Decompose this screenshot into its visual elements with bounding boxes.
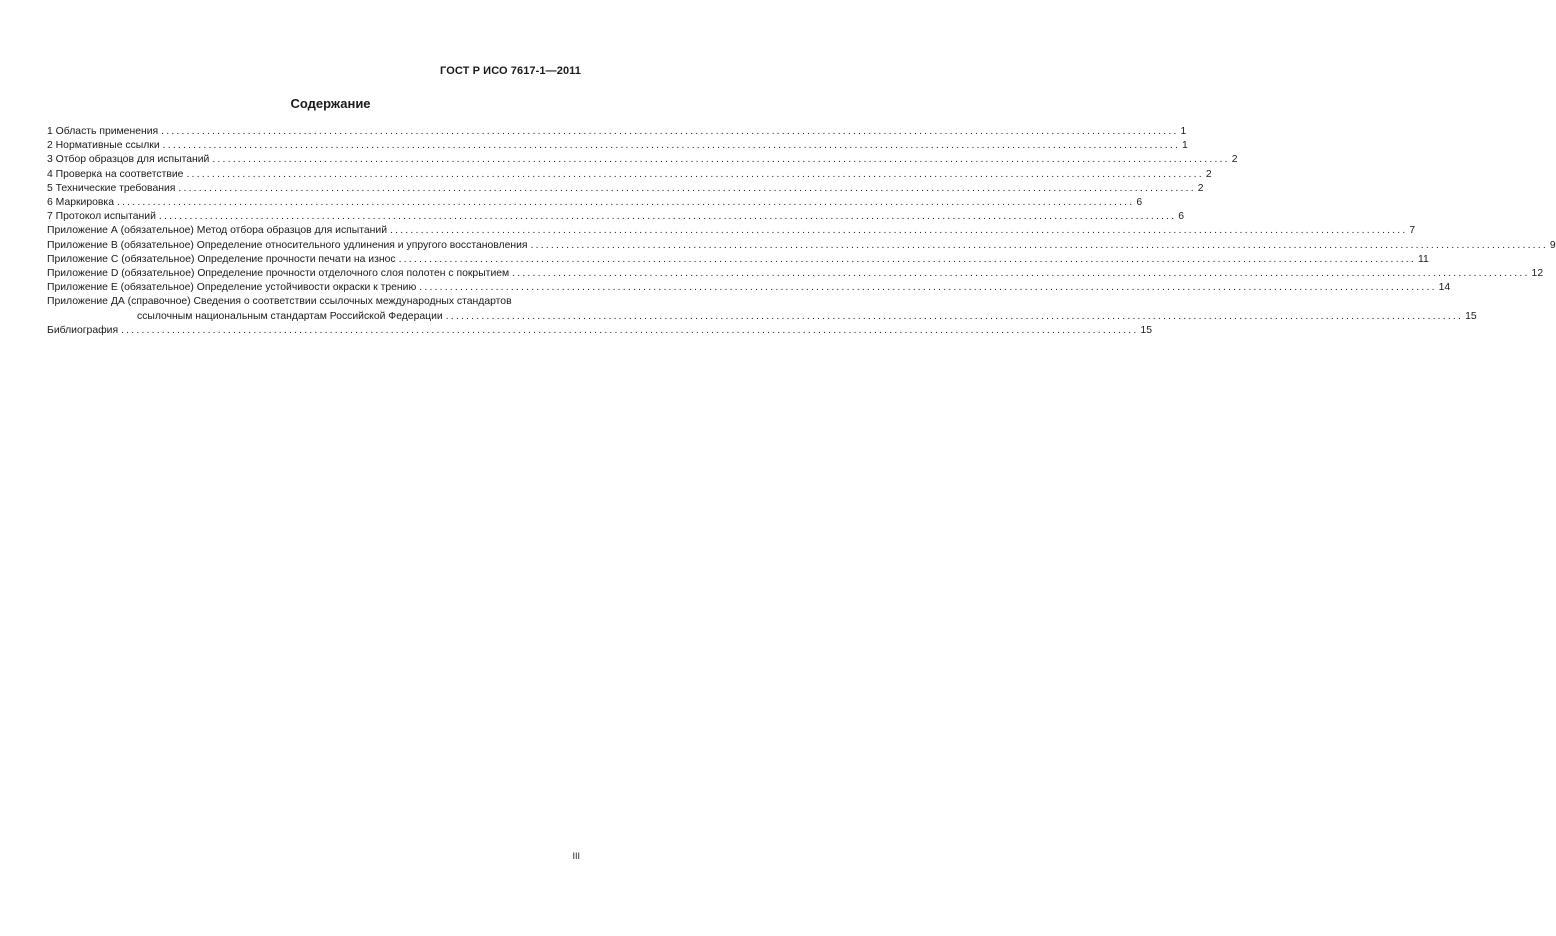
toc-entry-page: 9 — [1549, 239, 1556, 251]
toc-entry-4[interactable] — [47, 168, 1212, 182]
toc-entry-5[interactable] — [47, 182, 1204, 196]
toc-entry-title: 5 Технические требования — [47, 182, 176, 194]
toc-entry-title: 4 Проверка на соответствие — [47, 168, 184, 180]
toc-entry-annex-b[interactable] — [47, 239, 1556, 253]
toc-entry-title: Приложение В (обязательное) Определение относительного удлинения и упругого восстановления — [47, 239, 528, 251]
toc-entry-title: Приложение А (обязательное) Метод отбора образцов для испытаний — [47, 225, 388, 237]
toc-entry-title: Приложение Е (обязательное) Определение устойчивости окраски к трению — [47, 282, 417, 294]
dot-leader: ........................................................................................................................................................................................................ — [390, 225, 1408, 237]
toc-entry-title: 3 Отбор образцов для испытаний — [47, 154, 210, 166]
toc-entry-page: 2 — [1231, 154, 1238, 166]
dot-leader: ........................................................................................................................................................................................................ — [398, 253, 1416, 265]
dot-leader: ........................................................................................................................................................................................................ — [530, 239, 1548, 251]
toc-entry-page: 6 — [1136, 197, 1143, 209]
toc-entry-annex-d[interactable] — [47, 267, 1544, 281]
toc-entry-title: Библиография — [47, 324, 119, 336]
toc-entry-title: 2 Нормативные ссылки — [47, 140, 160, 152]
dot-leader: ........................................................................................................................................................................................................ — [186, 168, 1204, 180]
dot-leader: ........................................................................................................................................................................................................ — [212, 154, 1230, 166]
toc-entry-page: 6 — [1178, 211, 1185, 223]
toc-entry-1[interactable] — [47, 125, 1187, 139]
dot-leader: ........................................................................................................................................................................................................ — [121, 324, 1139, 336]
dot-leader: ........................................................................................................................................................................................................ — [162, 140, 1181, 152]
toc-entry-6[interactable] — [47, 196, 1143, 210]
dot-leader: ........................................................................................................................................................................................................ — [178, 182, 1196, 194]
toc-entry-2[interactable] — [47, 139, 1188, 153]
toc-entry-7[interactable] — [47, 210, 1185, 224]
dot-leader: ........................................................................................................................................................................................................ — [445, 310, 1464, 322]
toc-entry-page: 7 — [1409, 225, 1416, 237]
toc-entry-page: 15 — [1140, 324, 1153, 336]
toc-entry-bibliography[interactable] — [47, 324, 1153, 338]
toc-title: Содержание — [290, 96, 371, 111]
page-number: III — [572, 851, 580, 861]
toc-entry-title: Приложение ДА (справочное) Сведения о соответствии ссылочных международных стандартов — [47, 296, 512, 308]
toc-entry-title: 1 Область применения — [47, 126, 159, 137]
toc-entry-page: 2 — [1197, 182, 1204, 194]
toc-entry-annex-a[interactable] — [47, 224, 1416, 238]
toc-entry-title-continuation: ссылочным национальным стандартам Российской Федерации — [137, 310, 443, 322]
toc-entry-page: 1 — [1180, 126, 1187, 137]
toc-entry-3[interactable] — [47, 153, 1238, 167]
toc-entry-page: 14 — [1438, 282, 1451, 294]
dot-leader: ........................................................................................................................................................................................................ — [116, 197, 1135, 209]
toc-entry-title: Приложение D (обязательное) Определение прочности отделочного слоя полотен с покрытием — [47, 268, 510, 280]
toc-entry-page: 15 — [1465, 310, 1477, 322]
toc-entry-title: Приложение С (обязательное) Определение прочности печати на износ — [47, 253, 396, 265]
dot-leader: ........................................................................................................................................................................................................ — [161, 126, 1179, 137]
toc-entry-page: 11 — [1417, 253, 1429, 265]
dot-leader: ........................................................................................................................................................................................................ — [419, 282, 1437, 294]
toc-entry-page: 12 — [1531, 268, 1544, 280]
toc-entry-title: 6 Маркировка — [47, 197, 114, 209]
dot-leader: ........................................................................................................................................................................................................ — [512, 268, 1530, 280]
table-of-contents — [47, 125, 1556, 338]
dot-leader: ........................................................................................................................................................................................................ — [158, 211, 1177, 223]
toc-entry-title: 7 Протокол испытаний — [47, 211, 156, 223]
toc-entry-annex-e[interactable] — [47, 281, 1451, 295]
toc-entry-page: 2 — [1205, 168, 1212, 180]
toc-entry-annex-c[interactable] — [47, 253, 1429, 267]
standard-code: ГОСТ Р ИСО 7617-1—2011 — [440, 65, 581, 77]
toc-entry-page: 1 — [1182, 140, 1188, 152]
toc-entry-annex-da-continuation[interactable] — [47, 310, 1477, 324]
toc-entry-annex-da[interactable] — [47, 295, 582, 309]
